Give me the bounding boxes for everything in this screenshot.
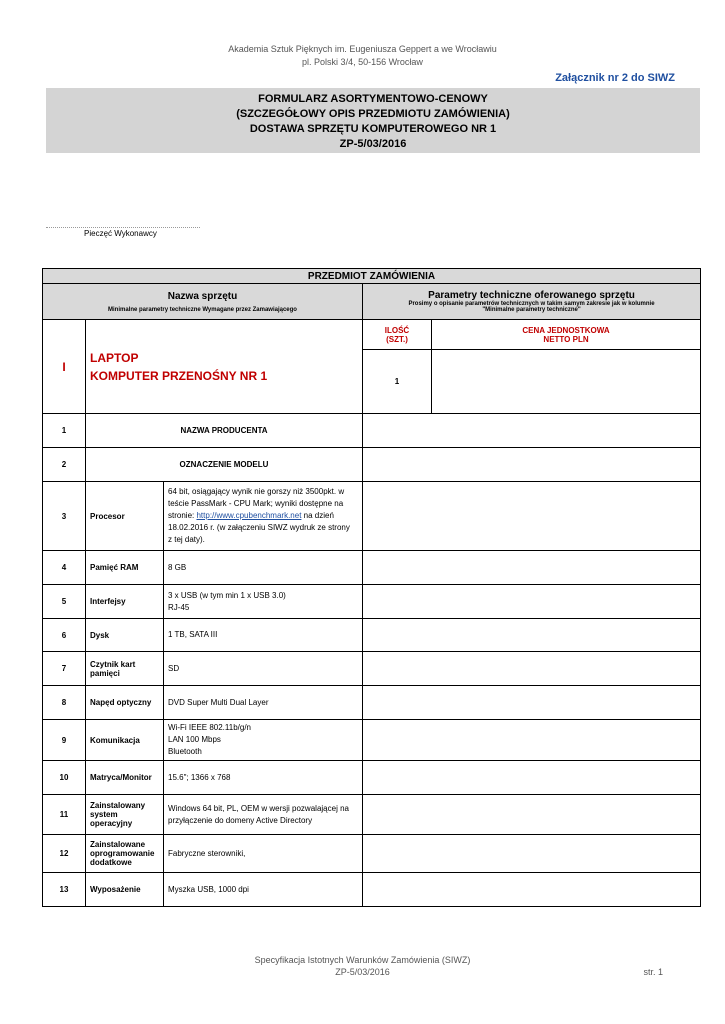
stamp-label: Pieczęć Wykonawcy <box>84 229 157 238</box>
column-name-title: Nazwa sprzętu <box>167 290 238 302</box>
row-label: Matryca/Monitor <box>86 761 164 795</box>
row-label-line: Zainstalowane <box>90 840 146 849</box>
row-number: 2 <box>43 448 86 482</box>
requirement-text: stronie: <box>168 511 197 520</box>
offer-input-cell[interactable] <box>363 585 701 619</box>
unit-price-header-line-2: NETTO PLN <box>543 334 589 344</box>
table-row <box>43 585 701 619</box>
table-row <box>43 686 701 720</box>
row-number: 8 <box>43 686 86 720</box>
quantity-header-line-1: ILOŚĆ <box>384 325 410 335</box>
unit-price-header-line-1: CENA JEDNOSTKOWA <box>522 325 610 335</box>
title-line-2: (SZCZEGÓŁOWY OPIS PRZEDMIOTU ZAMÓWIENIA) <box>236 108 510 120</box>
title-line-3: DOSTAWA SPRZĘTU KOMPUTEROWEGO NR 1 <box>249 123 497 135</box>
table-heading: PRZEDMIOT ZAMÓWIENIA <box>43 269 701 284</box>
title-line-1: FORMULARZ ASORTYMENTOWO-CENOWY <box>258 93 488 105</box>
institution-address: pl. Polski 3/4, 50-156 Wrocław <box>302 57 423 67</box>
table-row <box>43 448 701 482</box>
offer-input-cell[interactable] <box>363 795 701 835</box>
unit-price-header <box>432 320 701 350</box>
row-number: 7 <box>43 652 86 686</box>
column-header-row <box>43 284 701 320</box>
quantity-header-line-2: (SZT.) <box>386 334 408 344</box>
row-requirement: 15.6"; 1366 x 768 <box>164 761 363 795</box>
row-requirement: SD <box>164 652 363 686</box>
footer-line-1: Specyfikacja Istotnych Warunków Zamówienia (SIWZ) <box>254 955 471 965</box>
row-label-line: pamięci <box>90 668 120 678</box>
column-params-title: Parametry techniczne oferowanego sprzętu <box>428 290 635 301</box>
row-label: Pamięć RAM <box>86 551 164 585</box>
requirement-line: LAN 100 Mbps <box>168 735 221 744</box>
row-requirement: Myszka USB, 1000 dpi <box>164 873 363 907</box>
page-number: str. 1 <box>643 967 663 977</box>
offer-input-cell[interactable] <box>363 761 701 795</box>
row-requirement: DVD Super Multi Dual Layer <box>164 686 363 720</box>
row-number: 3 <box>43 482 86 551</box>
offer-input-cell[interactable] <box>363 652 701 686</box>
column-params-note-1: Prosimy o opisanie parametrów technicznych w takim samym zakresie jak w kolumnie <box>408 301 655 307</box>
requirement-line: Wi-Fi IEEE 802.11b/g/n <box>168 723 251 732</box>
row-number: 11 <box>43 795 86 835</box>
row-label-line: dodatkowe <box>90 858 132 867</box>
table-row <box>43 761 701 795</box>
row-label <box>86 652 164 686</box>
column-params-note-2: "Minimalne parametry techniczne" <box>482 307 581 313</box>
row-label-line: oprogramowanie <box>90 849 155 858</box>
row-requirement <box>164 795 363 835</box>
requirement-line: przyłączenie do domeny Active Directory <box>168 815 313 825</box>
offer-input-cell[interactable] <box>363 835 701 873</box>
requirement-line: RJ-45 <box>168 602 190 612</box>
table-row <box>43 619 701 652</box>
table-row <box>43 482 701 551</box>
column-name-header <box>43 284 363 320</box>
table-row <box>43 551 701 585</box>
row-label-line: operacyjny <box>90 819 133 828</box>
stamp-signature-line <box>46 227 200 228</box>
row-label-line: Zainstalowany <box>90 801 146 810</box>
row-requirement: Fabryczne sterowniki, <box>164 835 363 873</box>
table-heading-row <box>43 269 701 284</box>
requirement-text: na dzień <box>301 511 334 520</box>
requirement-line: Bluetooth <box>168 747 202 756</box>
form-title <box>46 88 700 153</box>
quantity-header <box>363 320 432 350</box>
offer-input-cell[interactable] <box>363 551 701 585</box>
requirement-line: 3 x USB (w tym min 1 x USB 3.0) <box>168 590 286 600</box>
row-number: 9 <box>43 720 86 761</box>
table-row <box>43 795 701 835</box>
row-label: Procesor <box>86 482 164 551</box>
row-number: 13 <box>43 873 86 907</box>
row-number: 1 <box>43 414 86 448</box>
requirement-line: teście PassMark - CPU Mark; wyniki dostępne na <box>168 499 344 508</box>
requirement-line: Windows 64 bit, PL, OEM w wersji pozwalającej na <box>168 803 349 813</box>
requirement-line: 64 bit, osiągający wynik nie gorszy niż 3500pkt. w <box>168 487 345 496</box>
specification-table <box>42 268 701 907</box>
offer-input-cell[interactable] <box>363 619 701 652</box>
requirement-line: 18.02.2016 r. (w załączeniu SIWZ wydruk ze strony <box>168 523 350 532</box>
row-label: Komunikacja <box>86 720 164 761</box>
row-label <box>86 835 164 873</box>
row-number: 6 <box>43 619 86 652</box>
row-requirement: 1 TB, SATA III <box>164 619 363 652</box>
item-name-line-1: LAPTOP <box>90 350 139 365</box>
row-number: 5 <box>43 585 86 619</box>
item-name-line-2: KOMPUTER PRZENOŚNY NR 1 <box>90 368 268 383</box>
row-label <box>86 795 164 835</box>
offer-input-cell[interactable] <box>363 414 701 448</box>
table-row <box>43 720 701 761</box>
table-row <box>43 835 701 873</box>
item-roman-numeral: I <box>43 320 86 414</box>
row-label: Dysk <box>86 619 164 652</box>
unit-price-input-cell[interactable] <box>432 350 701 414</box>
row-label-line: system <box>90 810 118 819</box>
title-line-4: ZP-5/03/2016 <box>339 138 407 150</box>
table-row <box>43 652 701 686</box>
row-label-line: Czytnik kart <box>90 659 136 669</box>
table-row <box>43 873 701 907</box>
row-number: 12 <box>43 835 86 873</box>
footer-line-2: ZP-5/03/2016 <box>335 967 390 977</box>
offer-input-cell[interactable] <box>363 720 701 761</box>
row-label: Interfejsy <box>86 585 164 619</box>
cpubenchmark-link[interactable]: http://www.cpubenchmark.net <box>196 511 302 520</box>
row-requirement <box>164 482 363 551</box>
row-number: 10 <box>43 761 86 795</box>
row-label: Napęd optyczny <box>86 686 164 720</box>
row-requirement <box>164 720 363 761</box>
table-row <box>43 414 701 448</box>
offer-input-cell[interactable] <box>363 873 701 907</box>
requirement-line: z tej daty). <box>168 535 205 544</box>
quantity-value: 1 <box>363 350 432 414</box>
row-requirement: 8 GB <box>164 551 363 585</box>
offer-input-cell[interactable] <box>363 686 701 720</box>
institution-name: Akademia Sztuk Pięknych im. Eugeniusza Geppert a we Wrocławiu <box>228 44 497 54</box>
row-label: NAZWA PRODUCENTA <box>86 414 363 448</box>
attachment-label: Załącznik nr 2 do SIWZ <box>555 72 675 84</box>
item-header-row <box>43 320 701 350</box>
column-name-note: Minimalne parametry techniczne Wymagane przez Zamawiającego <box>108 306 297 313</box>
row-number: 4 <box>43 551 86 585</box>
item-name <box>86 320 363 414</box>
requirement-line <box>168 510 358 522</box>
column-params-header <box>363 284 701 320</box>
offer-input-cell[interactable] <box>363 448 701 482</box>
row-label: Wyposażenie <box>86 873 164 907</box>
row-label: OZNACZENIE MODELU <box>86 448 363 482</box>
offer-input-cell[interactable] <box>363 482 701 551</box>
row-requirement <box>164 585 363 619</box>
